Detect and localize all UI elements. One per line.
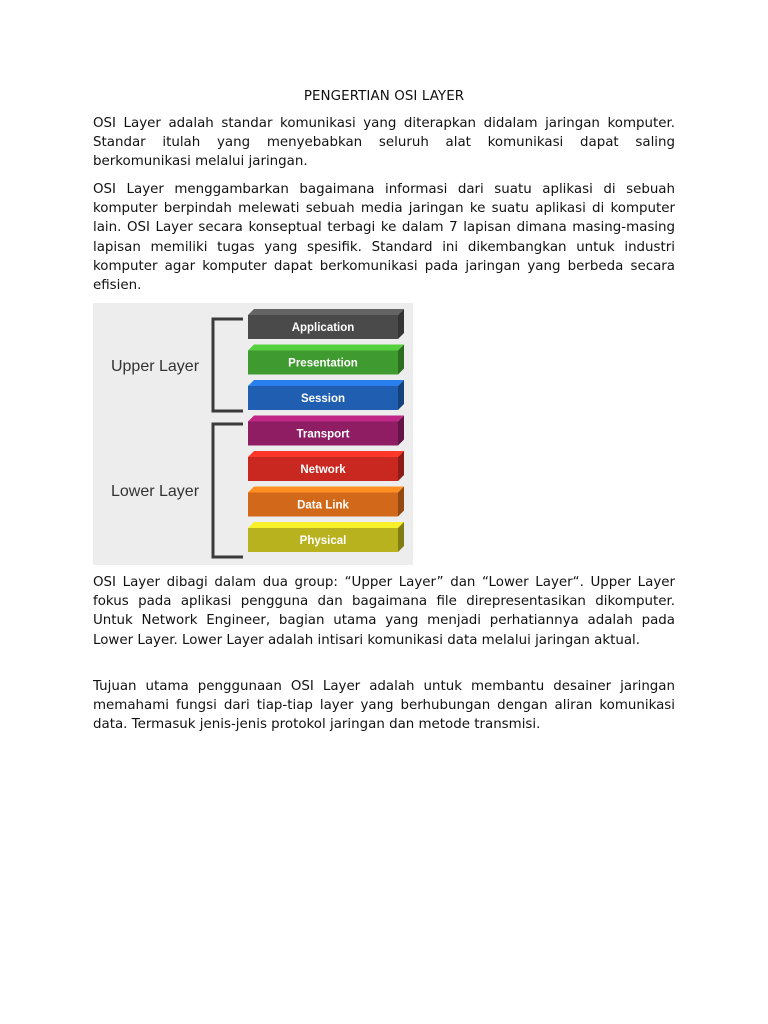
lower-layer-bracket: [213, 424, 243, 557]
layer-label-session: Session: [300, 393, 346, 405]
layer-block-top-session: [248, 380, 404, 386]
layer-label-network: Network: [300, 464, 346, 476]
layer-label-physical: Physical: [299, 535, 347, 547]
layer-block-top-physical: [248, 522, 404, 528]
layer-block-top-transport: [248, 416, 404, 422]
layer-label-presentation: Presentation: [288, 357, 358, 370]
layer-label-transport: Transport: [296, 428, 350, 441]
lower-layer-label: Lower Layer: [110, 483, 200, 500]
upper-layer-label: Upper Layer: [110, 358, 200, 375]
layer-stack: [248, 309, 404, 552]
paragraph-groups: OSI Layer dibagi dalam dua group: “Upper Layer” dan “Lower Layer“. Upper Layer fokus pada aplikasi pengguna dan bagaimana file direpresentasikan dikomputer. Untuk Network Engineer, bagian utama yang menjadi perhatiannya adalah pada Lower Layer. Lower Layer adalah intisari komunikasi data melalui jaringan aktual.: [93, 575, 675, 648]
layer-block-top-presentation: [248, 345, 404, 351]
osi-layer-diagram-svg: [93, 303, 413, 565]
layer-label-application: Application: [291, 322, 355, 334]
layer-block-top-application: [248, 309, 404, 315]
layer-block-top-data-link: [248, 487, 404, 493]
page-title: PENGERTIAN OSI LAYER: [303, 89, 465, 104]
paragraph-description: OSI Layer menggambarkan bagaimana informasi dari suatu aplikasi di sebuah komputer berpindah melewati sebuah media jaringan ke suatu aplikasi di komputer lain. OSI Layer secara konseptual terbagi ke dalam 7 lapisan dimana masing-masing lapisan memiliki tugas yang spesifik. Standard ini dikembangkan untuk industri komputer agar komputer dapat berkomunikasi pada jaringan yang berbeda secara efisien.: [93, 182, 675, 294]
osi-layer-diagram: [93, 303, 413, 565]
paragraph-definition: OSI Layer adalah standar komunikasi yang diterapkan didalam jaringan komputer. Standar itulah yang menyebabkan seluruh alat komunikasi dapat saling berkomunikasi melalui jaringan.: [93, 116, 675, 170]
layer-block-top-network: [248, 451, 404, 457]
upper-layer-bracket: [213, 319, 243, 411]
paragraph-purpose: Tujuan utama penggunaan OSI Layer adalah untuk membantu desainer jaringan memahami fungsi dari tiap-tiap layer yang berhubungan dengan aliran komunikasi data. Termasuk jenis-jenis protokol jaringan dan metode transmisi.: [93, 679, 675, 733]
layer-label-data-link: Data Link: [297, 499, 349, 512]
